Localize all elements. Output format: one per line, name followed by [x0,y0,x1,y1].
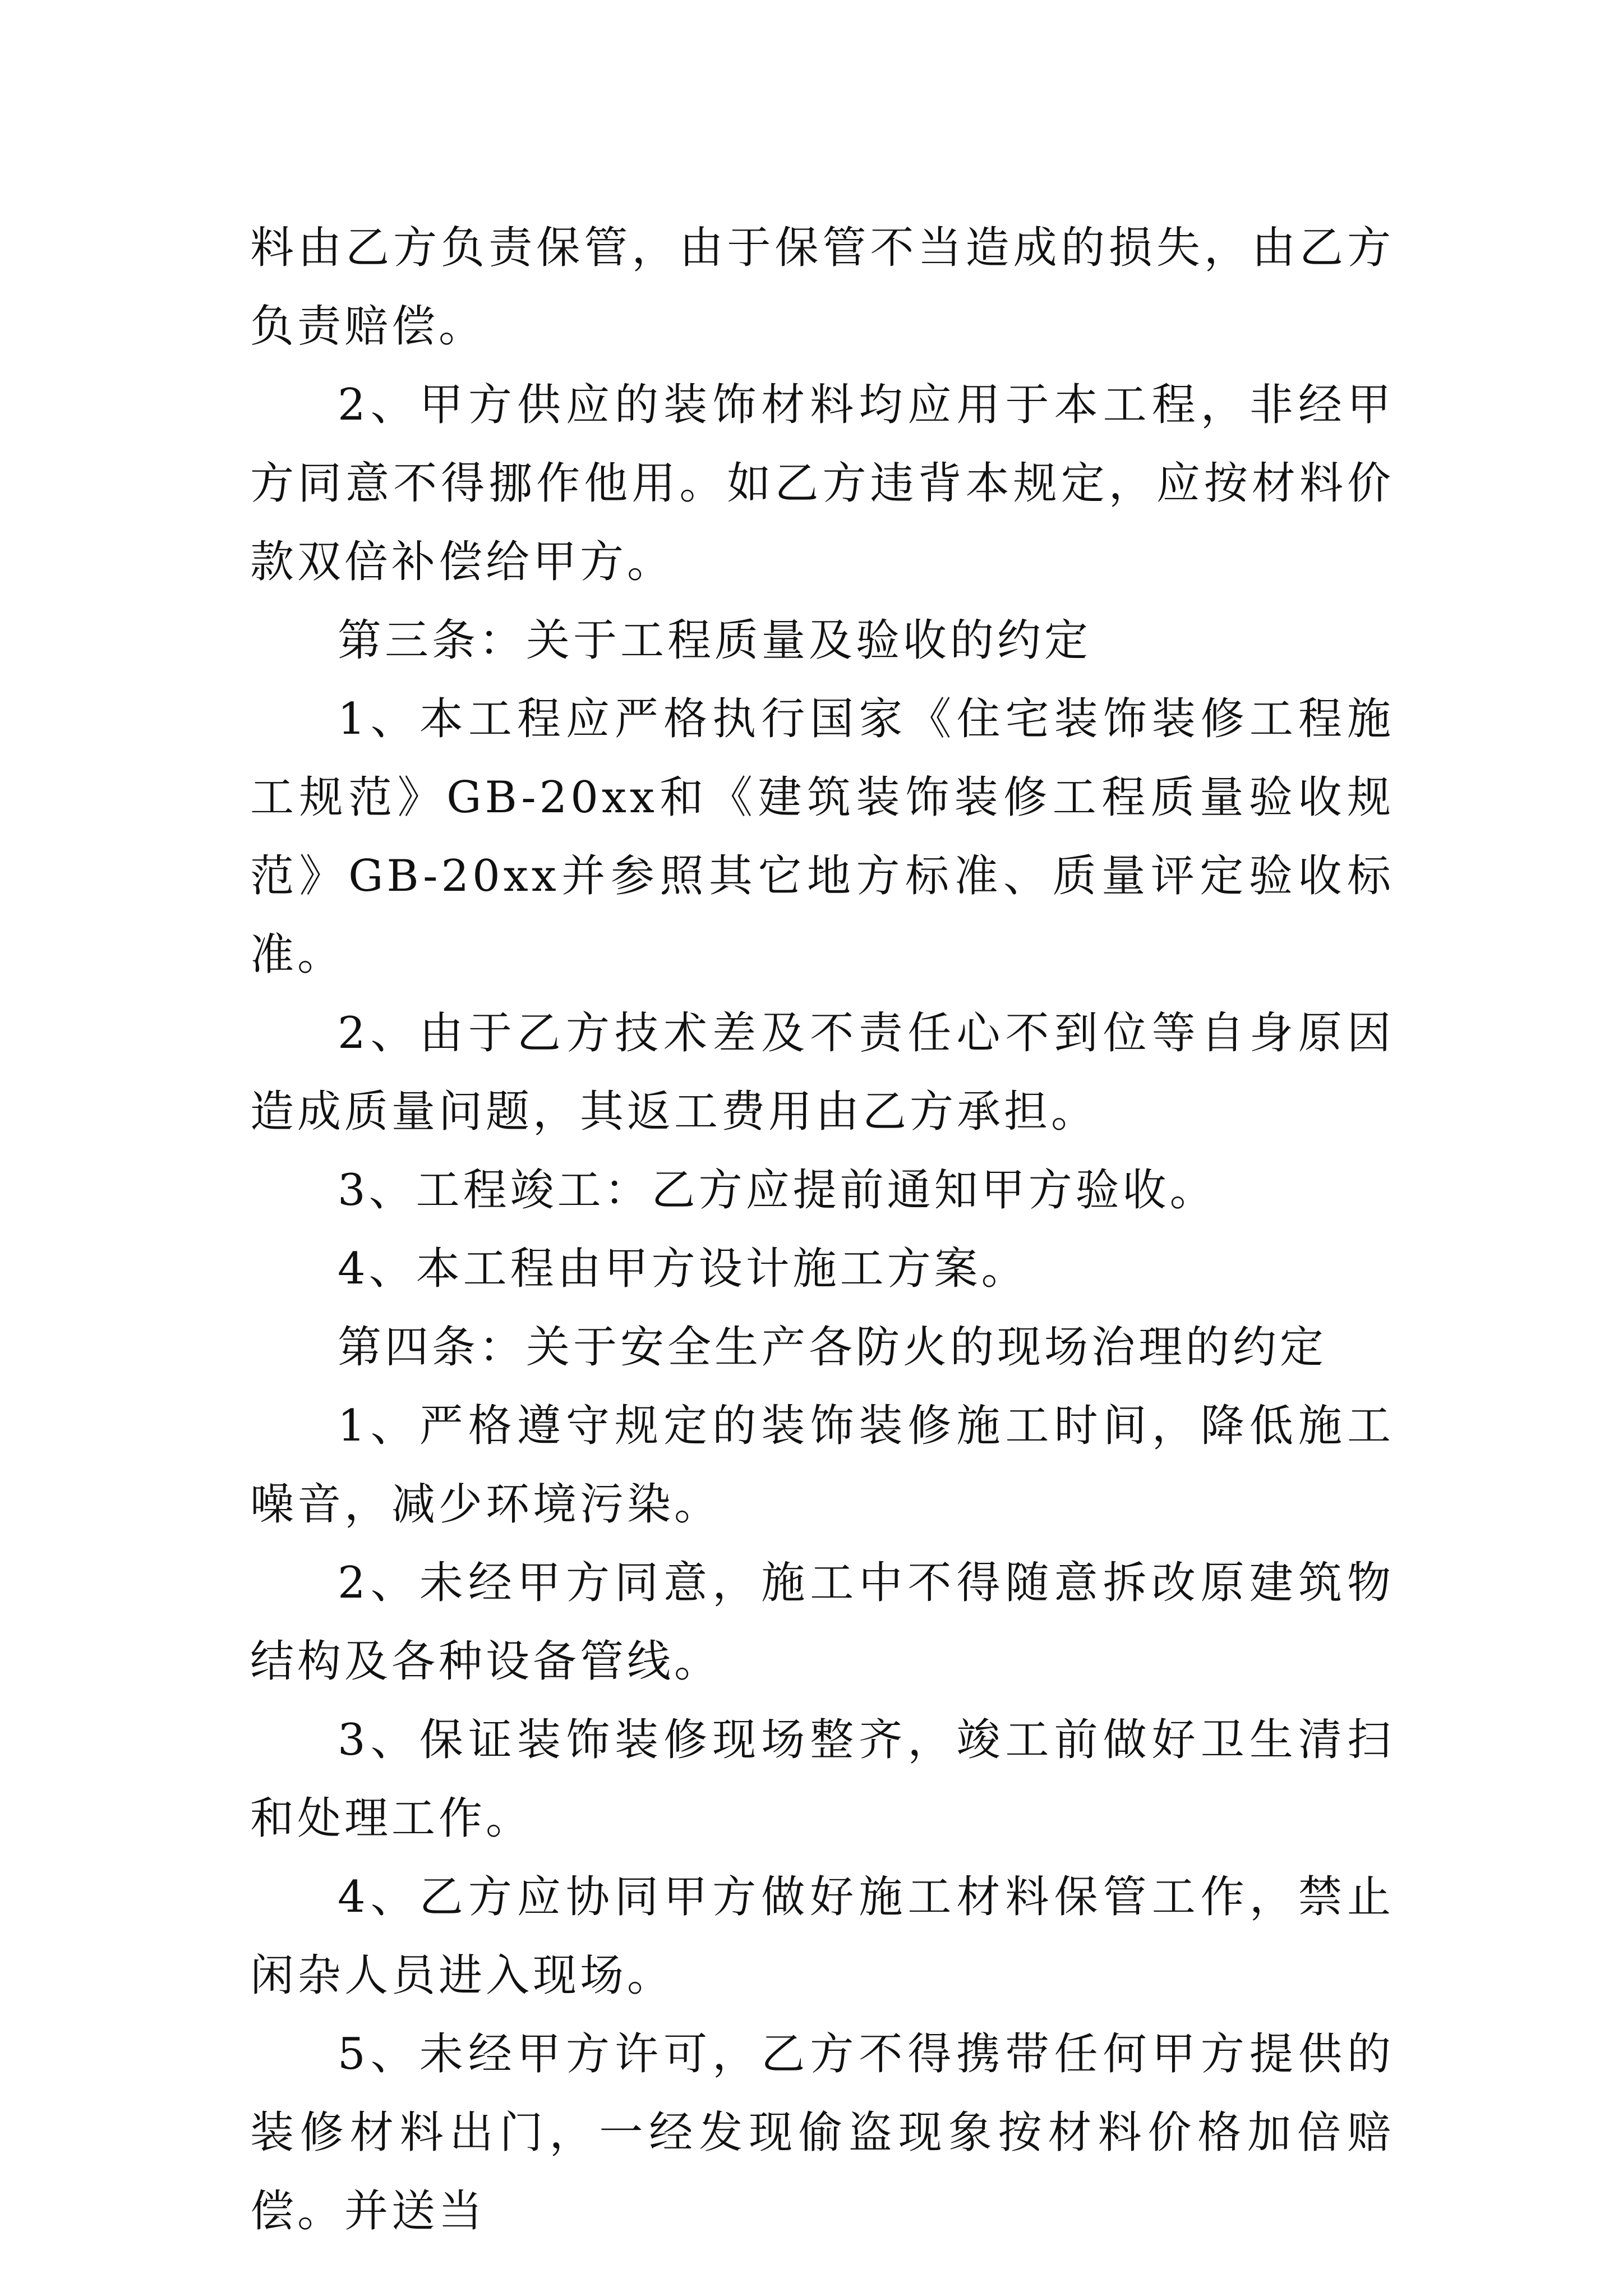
paragraph-2: 2、甲方供应的装饰材料均应用于本工程，非经甲方同意不得挪作他用。如乙方违背本规定，应按材料价款双倍补偿给甲方。 [250,380,1394,587]
paragraph-13: 5、未经甲方许可，乙方不得携带任何甲方提供的装修材料出门，一经发现偷盗现象按材料价格加倍赔偿。并送当 [250,2029,1394,2237]
paragraph-9: 1、严格遵守规定的装饰装修施工时间，降低施工噪音，减少环境污染。 [250,1401,1394,1530]
section-heading-article-3: 第三条：关于工程质量及验收的约定 [338,615,1092,666]
document-page [250,209,1394,2251]
paragraph-11: 3、保证装饰装修现场整齐，竣工前做好卫生清扫和处理工作。 [250,1715,1394,1844]
paragraph-1: 料由乙方负责保管，由于保管不当造成的损失，由乙方负责赔偿。 [250,223,1394,352]
paragraph-10: 2、未经甲方同意，施工中不得随意拆改原建筑物结构及各种设备管线。 [250,1558,1394,1687]
section-heading-article-4: 第四条：关于安全生产各防火的现场治理的约定 [338,1322,1327,1373]
paragraph-6: 3、工程竣工：乙方应提前通知甲方验收。 [338,1165,1217,1216]
paragraph-4: 1、本工程应严格执行国家《住宅装饰装修工程施工规范》GB-20xx和《建筑装饰装修工程质量验收规范》GB-20xx并参照其它地方标准、质量评定验收标准。 [250,694,1394,980]
paragraph-7: 4、本工程由甲方设计施工方案。 [338,1244,1029,1294]
paragraph-5: 2、由于乙方技术差及不责任心不到位等自身原因造成质量问题，其返工费用由乙方承担。 [250,1008,1394,1137]
paragraph-12: 4、乙方应协同甲方做好施工材料保管工作，禁止闲杂人员进入现场。 [250,1872,1394,2001]
